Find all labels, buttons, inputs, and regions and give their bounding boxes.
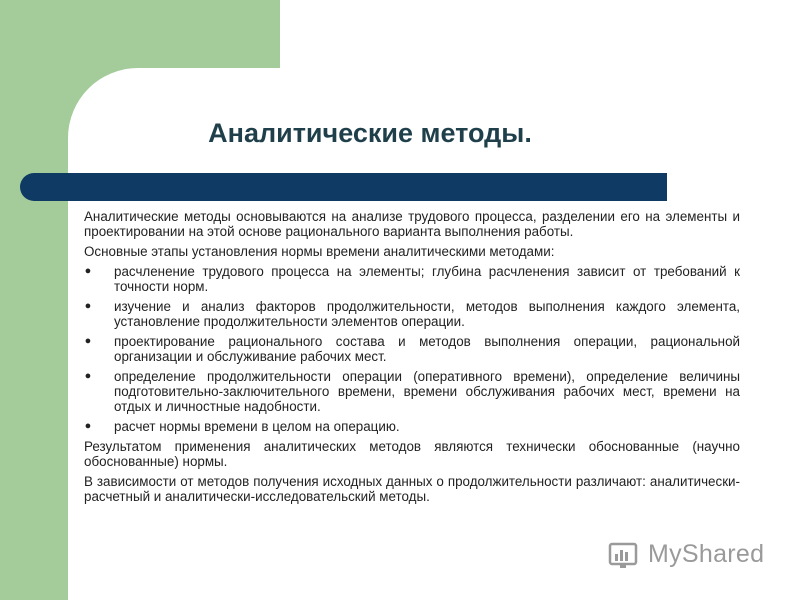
bullet-icon: ● (84, 370, 92, 382)
myshared-logo-icon (608, 540, 642, 570)
list-item-text: определение продолжительности операции (оперативного времени), определение величины подготовительно-заключительного времени, времени обслуживания рабочих мест, времени на отдых и личностные надобности. (114, 369, 740, 414)
list-item-text: расчленение трудового процесса на элементы; глубина расчленения зависит от требований к точности норм. (114, 264, 740, 294)
slide-body (84, 209, 740, 509)
list-item-text: изучение и анализ факторов продолжительности, методов выполнения каждого элемента, установление продолжительности элементов операции. (114, 299, 740, 329)
title-accent-bar (20, 173, 667, 201)
list-item-text: расчет нормы времени в целом на операцию. (114, 419, 400, 434)
stages-heading: Основные этапы установления нормы времени аналитическими методами: (84, 244, 555, 259)
watermark-text: MyShared (648, 540, 765, 568)
list-item (84, 334, 740, 364)
result-paragraph: Результатом применения аналитических методов являются технически обоснованные (научно обоснованные) нормы. (84, 439, 740, 469)
list-item (84, 264, 740, 294)
distinguish-paragraph: В зависимости от методов получения исходных данных о продолжительности различают: аналитически-расчетный и аналитически-исследовательский методы. (84, 474, 740, 504)
bullet-icon: ● (84, 420, 92, 432)
bullet-icon: ● (84, 335, 92, 347)
myshared-watermark[interactable] (608, 538, 768, 572)
list-item-text: проектирование рационального состава и методов выполнения операции, рациональной организации и обслуживание рабочих мест. (114, 334, 740, 364)
list-item (84, 369, 740, 414)
bullet-icon: ● (84, 265, 92, 277)
bullet-icon: ● (84, 300, 92, 312)
list-item (84, 419, 740, 434)
list-item (84, 299, 740, 329)
intro-paragraph: Аналитические методы основываются на анализе трудового процесса, разделении его на элементы и проектировании на этой основе рационального варианта выполнения работы. (84, 209, 740, 239)
slide-title: Аналитические методы. (208, 118, 532, 148)
